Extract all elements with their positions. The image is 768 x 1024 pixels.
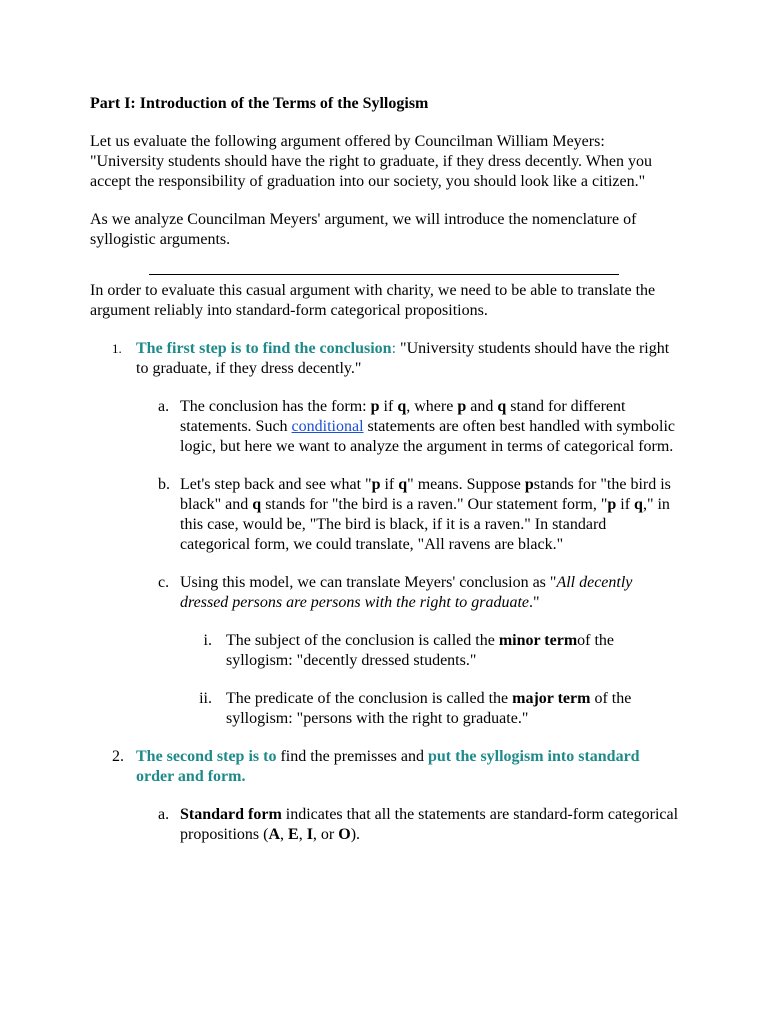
intro-paragraph [90, 132, 680, 192]
standard-form-term: Standard form [180, 806, 282, 823]
analyze-paragraph: As we analyze Councilman Meyers' argument, we will introduce the nomenclature of syllogistic arguments. [90, 211, 637, 248]
text-run: The subject of the conclusion is called the [226, 632, 499, 649]
item-b-text [180, 475, 680, 555]
text-run: Using this model, we can translate Meyers' conclusion as " [180, 574, 557, 591]
text-run: if [379, 398, 398, 415]
intro-line: Let us evaluate the following argument offered by Councilman William Meyers: [90, 133, 605, 150]
text-run: stands for "the bird is black" and [180, 476, 671, 513]
major-term: major term [512, 690, 591, 707]
text-run: stand for different statements. Such [180, 398, 626, 435]
step-1-item-c-i [190, 631, 680, 671]
text-run: and [466, 398, 498, 415]
text-run: , or [312, 826, 339, 843]
text-run: if [380, 476, 399, 493]
step-1 [90, 339, 680, 729]
item-a-label: a. [158, 806, 170, 823]
step-2-item-a [158, 805, 680, 845]
step-1-item-b [158, 475, 680, 555]
text-run: , where [406, 398, 458, 415]
text-run: statements are often best handled with symbolic logic, but here we want to analyze the argument in terms of categorical form. [180, 418, 676, 455]
variable-p: p [524, 476, 534, 493]
item-b-label: b. [158, 476, 170, 493]
minor-term: minor term [498, 632, 578, 649]
text-run: ," in this case, would be, "The bird is black, if it is a raven." In standard categorical form, we could translate, "All ravens are black." [180, 496, 670, 553]
text-run: of the syllogism: "decently dressed students." [226, 632, 615, 669]
conditional-link[interactable]: conditional [291, 418, 364, 435]
variable-q: q [252, 496, 262, 513]
proposition-a: A [268, 826, 281, 843]
item-ii-text [226, 689, 680, 729]
variable-p: p [457, 398, 467, 415]
text-run: of the syllogism: "persons with the right to graduate." [226, 690, 632, 727]
text-run: , [280, 826, 289, 843]
intro-quote: "University students should have the right to graduate, if they dress decently. When you accept the responsibility of graduation into our society, you should look like a citizen." [90, 153, 652, 190]
step-2 [90, 747, 680, 845]
item-a-text [180, 805, 680, 845]
step-2-mid: find the premisses and [276, 748, 428, 765]
step-2-lead: The second step is to [136, 748, 277, 765]
variable-p: p [371, 476, 381, 493]
item-c-text [180, 573, 680, 613]
step-2-number: 2. [112, 748, 124, 765]
item-ii-label: ii. [199, 690, 212, 707]
step-1-number: 1. [112, 341, 122, 356]
variable-p: p [370, 398, 380, 415]
variable-q: q [634, 496, 643, 513]
step-2-tail: put the syllogism into standard order and form. [136, 748, 640, 785]
text-run: ). [350, 826, 361, 843]
item-a-text [180, 397, 680, 457]
text-run: if [616, 496, 635, 513]
step-1-item-a [158, 397, 680, 457]
text-run: The conclusion has the form: [180, 398, 371, 415]
proposition-i: I [306, 826, 313, 843]
item-a-label: a. [158, 398, 170, 415]
text-run: stands for "the bird is a raven." Our statement form, " [261, 496, 608, 513]
item-i-text [226, 631, 680, 671]
text-run: Let's step back and see what " [180, 476, 372, 493]
step-1-rest: "University students should have the right to graduate, if they dress decently." [136, 340, 670, 377]
text-run: ." [529, 594, 540, 611]
text-run: , [298, 826, 307, 843]
document-page [90, 94, 680, 845]
step-1-item-c-ii [190, 689, 680, 729]
item-c-label: c. [158, 574, 170, 591]
step-1-item-c [158, 573, 680, 613]
variable-p: p [607, 496, 617, 513]
step-1-lead: The first step is to find the conclusion [136, 340, 392, 357]
step-2-text [136, 747, 680, 787]
variable-q: q [397, 398, 407, 415]
translated-conclusion: All decently dressed persons are persons with the right to graduate [180, 574, 633, 611]
step-1-colon: : [391, 340, 397, 357]
proposition-o: O [338, 826, 351, 843]
section-heading: Part I: Introduction of the Terms of the Syllogism [90, 95, 429, 112]
proposition-e: E [288, 826, 299, 843]
variable-q: q [497, 398, 507, 415]
variable-q: q [398, 476, 408, 493]
item-i-label: i. [203, 632, 212, 649]
step-1-text [136, 339, 680, 379]
text-run: indicates that all the statements are standard-form categorical propositions ( [180, 806, 679, 843]
charity-paragraph: In order to evaluate this casual argument with charity, we need to be able to translate the argument reliably into standard-form categorical propositions. [90, 282, 656, 319]
text-run: The predicate of the conclusion is called the [226, 690, 513, 707]
text-run: " means. Suppose [407, 476, 525, 493]
horizontal-divider [149, 274, 619, 275]
